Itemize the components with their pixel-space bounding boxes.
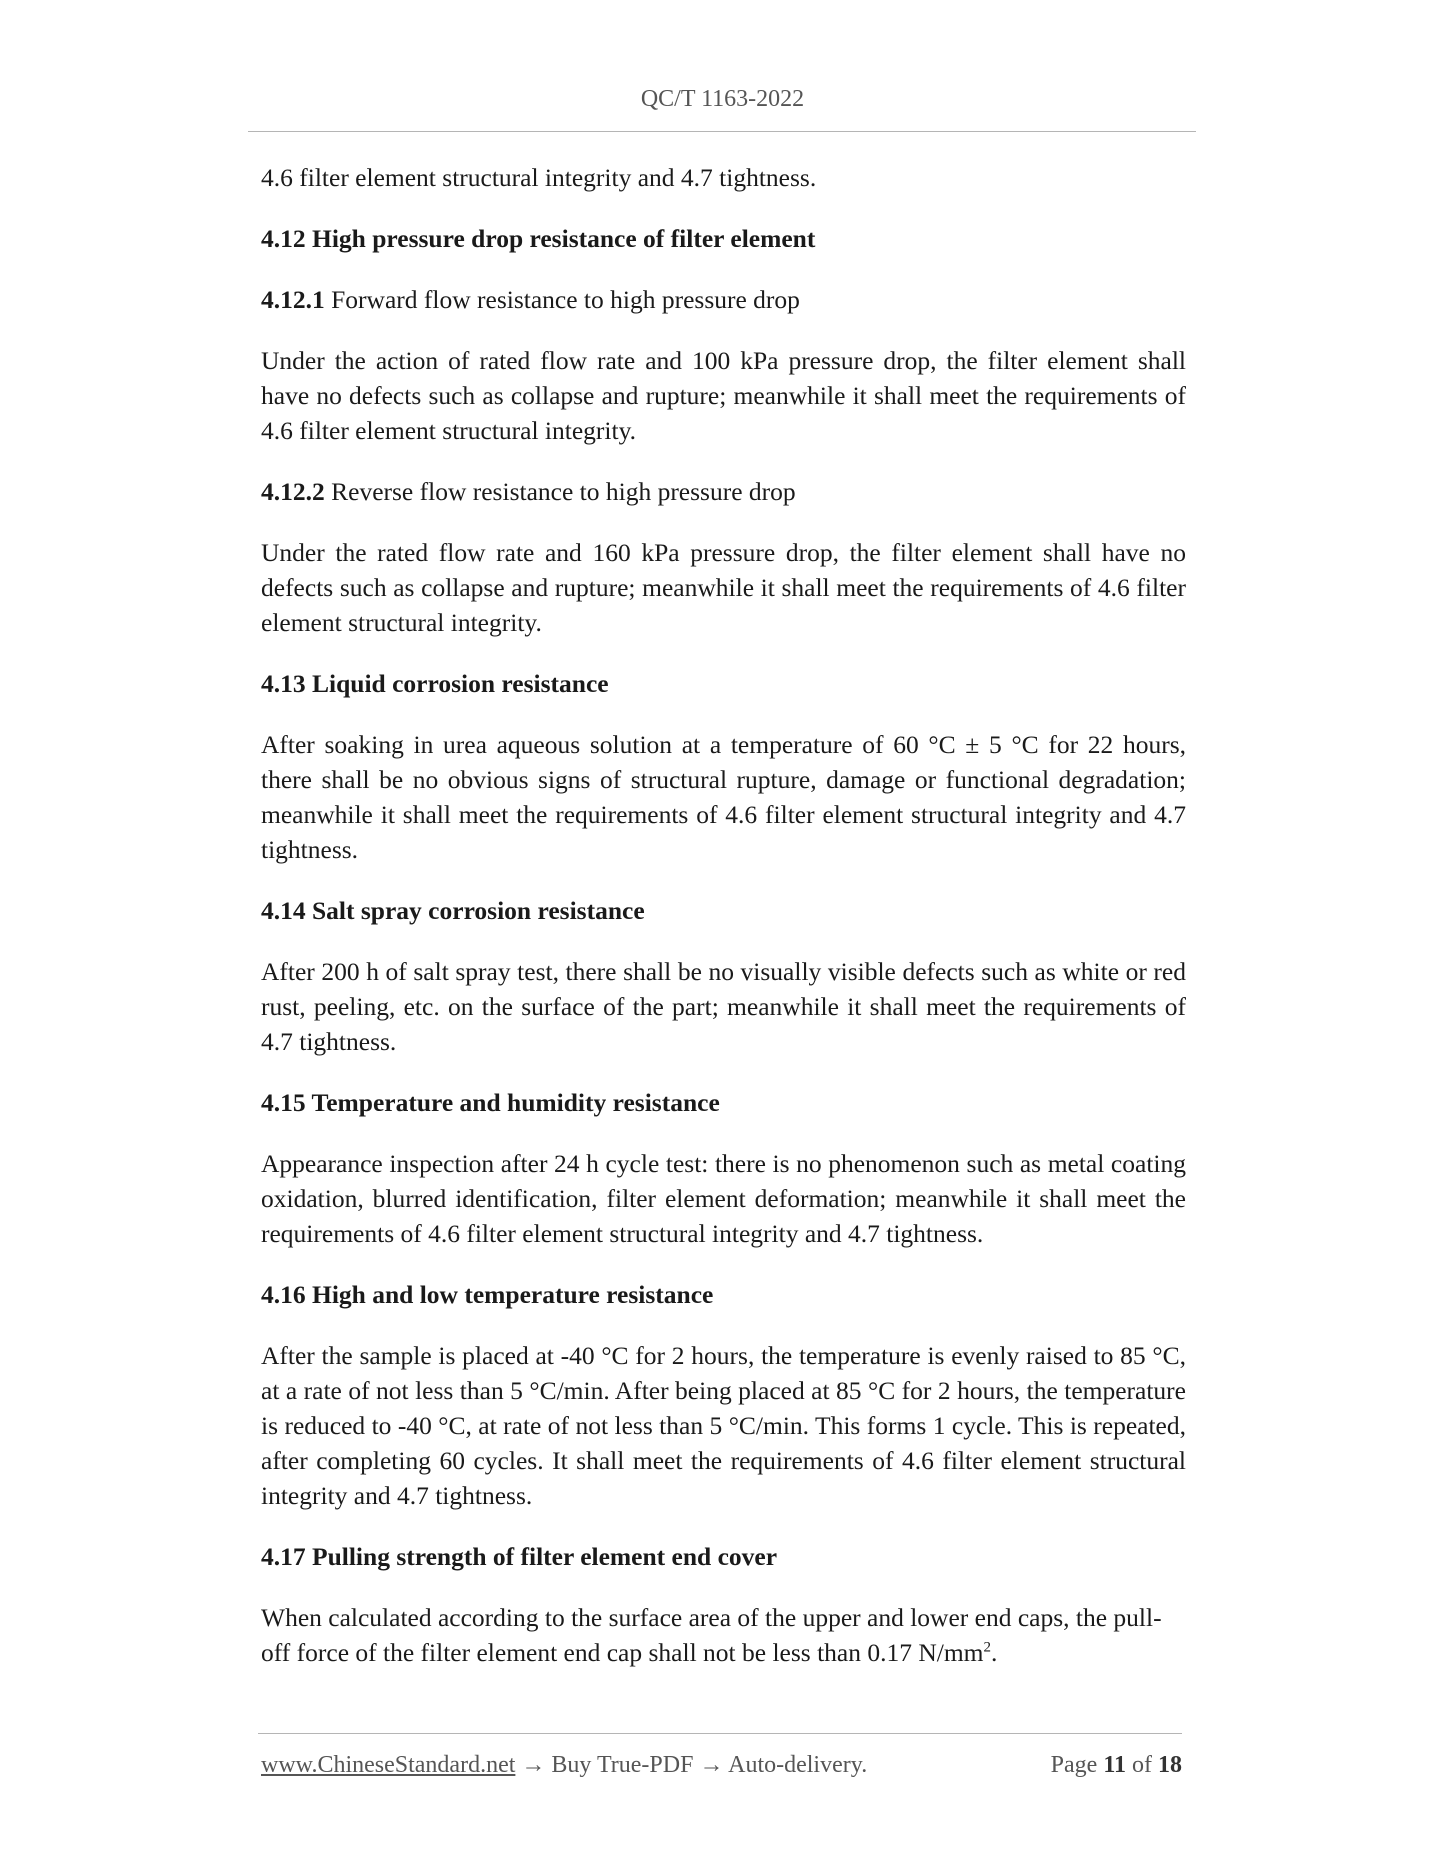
total-pages: 18 bbox=[1158, 1752, 1182, 1778]
superscript: 2 bbox=[983, 1639, 992, 1656]
paragraph-text: When calculated according to the surface area of the upper and lower end caps, the pull-off force of the filter element end cap shall not be less than 0.17 N/mm bbox=[261, 1603, 1162, 1667]
paragraph-4-12-1: Under the action of rated flow rate and 100 kPa pressure drop, the filter element shall have no defects such as collapse and rupture; meanwhile it shall meet the requirements of 4.6 filter element structural integrity. bbox=[261, 346, 1186, 445]
page-number bbox=[1051, 1752, 1182, 1779]
subheading-title: Forward flow resistance to high pressure drop bbox=[324, 285, 800, 314]
paragraph-4-12-2: Under the rated flow rate and 160 kPa pressure drop, the filter element shall have no defects such as collapse and rupture; meanwhile it shall meet the requirements of 4.6 filter element structural integrity. bbox=[261, 538, 1186, 637]
paragraph-continuation: 4.6 filter element structural integrity and 4.7 tightness. bbox=[261, 163, 817, 192]
document-body bbox=[261, 160, 1186, 1696]
subheading-number: 4.12.1 bbox=[261, 285, 325, 314]
heading-4-12: 4.12 High pressure drop resistance of filter element bbox=[261, 224, 816, 253]
heading-4-15: 4.15 Temperature and humidity resistance bbox=[261, 1088, 720, 1117]
heading-4-16: 4.16 High and low temperature resistance bbox=[261, 1280, 714, 1309]
page-label: Page bbox=[1050, 1752, 1104, 1778]
paragraph-4-16: After the sample is placed at -40 °C for 2 hours, the temperature is evenly raised to 85 °C, at a rate of not less than 5 °C/min. After being placed at 85 °C for 2 hours, the temperature is reduced to -40 °C, at rate of not less than 5 °C/min. This forms 1 cycle. This is repeated, after completing 60 cycles. It shall meet the requirements of 4.6 filter element structural integrity and 4.7 tightness. bbox=[261, 1341, 1186, 1510]
subheading-number: 4.12.2 bbox=[261, 477, 325, 506]
footer-promo bbox=[261, 1752, 867, 1779]
heading-4-13: 4.13 Liquid corrosion resistance bbox=[261, 669, 609, 698]
current-page: 11 bbox=[1103, 1752, 1126, 1778]
website-link[interactable]: www.ChineseStandard.net bbox=[261, 1752, 516, 1778]
subheading-4-12-2 bbox=[261, 474, 1186, 509]
heading-4-14: 4.14 Salt spray corrosion resistance bbox=[261, 896, 645, 925]
page-header-title: QC/T 1163-2022 bbox=[640, 86, 805, 112]
subheading-4-12-1 bbox=[261, 282, 1186, 317]
paragraph-4-15: Appearance inspection after 24 h cycle test: there is no phenomenon such as metal coating oxidation, blurred identification, filter element deformation; meanwhile it shall meet the requirements of 4.6 filter element structural integrity and 4.7 tightness. bbox=[261, 1149, 1186, 1248]
of-label: of bbox=[1126, 1752, 1158, 1778]
subheading-title: Reverse flow resistance to high pressure drop bbox=[324, 477, 796, 506]
paragraph-end: . bbox=[991, 1638, 998, 1667]
paragraph-4-17 bbox=[261, 1600, 1186, 1670]
footer-promo-text: → Buy True-PDF → Auto-delivery. bbox=[515, 1752, 868, 1778]
paragraph-4-14: After 200 h of salt spray test, there shall be no visually visible defects such as white or red rust, peeling, etc. on the surface of the part; meanwhile it shall meet the requirements of 4.7 tightness. bbox=[261, 957, 1186, 1056]
footer-divider bbox=[258, 1733, 1182, 1734]
header-divider bbox=[248, 131, 1196, 132]
paragraph-4-13: After soaking in urea aqueous solution at a temperature of 60 °C ± 5 °C for 22 hours, there shall be no obvious signs of structural rupture, damage or functional degradation; meanwhile it shall meet the requirements of 4.6 filter element structural integrity and 4.7 tightness. bbox=[261, 730, 1186, 864]
heading-4-17: 4.17 Pulling strength of filter element end cover bbox=[261, 1542, 778, 1571]
